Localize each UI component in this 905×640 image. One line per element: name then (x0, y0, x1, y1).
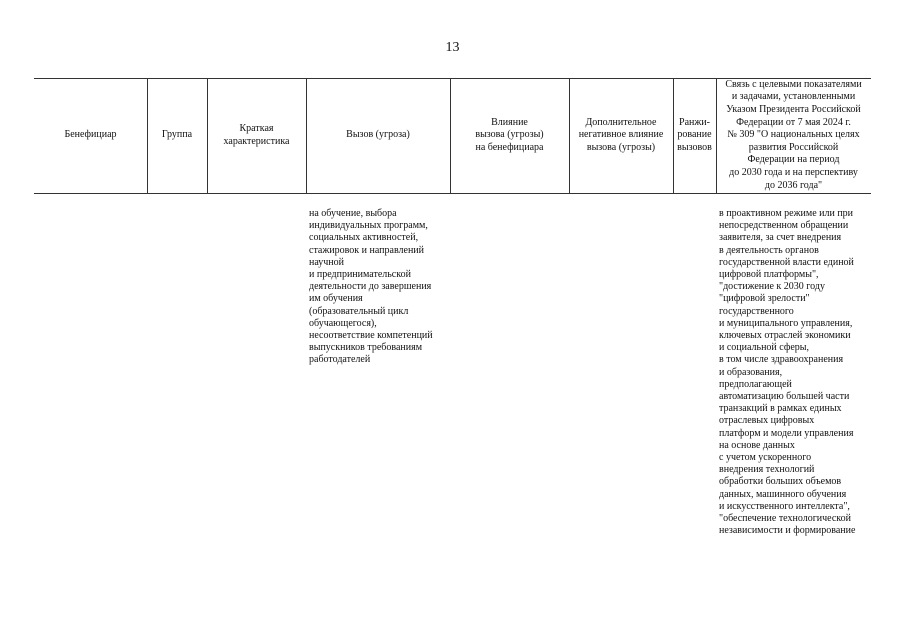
header-line: Бенефициар (64, 129, 117, 141)
challenge-text (309, 208, 449, 367)
header-line: Влияние (491, 116, 528, 128)
header-bottom-rule (34, 193, 871, 194)
header-line: Связь с целевыми показателями (725, 78, 862, 90)
text-line: транзакций в рамках единых (719, 403, 842, 415)
text-line: обработки больших объемов (719, 476, 842, 488)
text-line: отраслевых цифровых (719, 415, 815, 427)
header-line: на бенефициара (475, 141, 544, 153)
header-line: характеристика (223, 135, 290, 147)
header-line: Федерации на период (747, 154, 840, 166)
text-line: с учетом ускоренного (719, 452, 812, 464)
text-line: научной (309, 256, 345, 268)
text-line: работодателей (309, 354, 371, 366)
text-line: на основе данных (719, 439, 795, 451)
header-line: до 2030 года и на перспективу (729, 166, 858, 178)
text-line: социальных активностей, (309, 232, 419, 244)
text-line: платформ и модели управления (719, 427, 854, 439)
text-line: на обучение, выбора (309, 208, 397, 219)
header-line: Вызов (угроза) (346, 129, 410, 141)
header-line: развития Российской (748, 141, 839, 153)
link-to-targets-text (719, 208, 871, 537)
header-additional-impact (569, 78, 673, 193)
header-impact (450, 78, 569, 193)
header-group (147, 78, 207, 193)
text-line: им обучения (309, 293, 363, 305)
text-line: "цифровой зрелости" (719, 293, 810, 305)
header-challenge (306, 78, 450, 193)
text-line: (образовательный цикл (309, 305, 409, 317)
text-line: и социальной сферы, (719, 342, 809, 354)
text-line: выпускников требованиям (309, 342, 423, 354)
header-line: вызовов (677, 141, 712, 153)
text-line: и предпринимательской (309, 269, 411, 281)
header-line: Указом Президента Российской (726, 104, 861, 116)
header-ranking (673, 78, 716, 193)
text-line: автоматизацию большей части (719, 391, 850, 403)
text-line: предполагающей (719, 378, 792, 390)
header-beneficiary (34, 78, 147, 193)
text-line: цифровой платформы", (719, 269, 819, 281)
text-line: непосредственном обращении (719, 220, 849, 232)
text-line: данных, машинного обучения (719, 488, 847, 500)
text-line: в деятельность органов (719, 244, 819, 256)
text-line: стажировок и направлений (309, 244, 425, 256)
text-line: заявителя, за счет внедрения (719, 232, 842, 244)
text-line: и образования, (719, 366, 783, 378)
text-line: государственного (719, 305, 794, 317)
text-line: ключевых отраслей экономики (719, 330, 851, 342)
text-line: и искусственного интеллекта", (719, 500, 850, 512)
header-line: Федерации от 7 мая 2024 г. (736, 116, 851, 128)
text-line: обучающегося), (309, 317, 377, 329)
text-line: внедрения технологий (719, 464, 815, 476)
header-line: Дополнительное (585, 116, 657, 128)
header-line: вызова (угрозы) (475, 129, 544, 141)
header-line: рование (677, 129, 712, 141)
text-line: и муниципального управления, (719, 317, 853, 329)
header-line: Ранжи- (679, 116, 710, 128)
text-line: в проактивном режиме или при (719, 208, 854, 219)
header-line: № 309 "О национальных целях (727, 129, 860, 141)
text-line: в том числе здравоохранения (719, 354, 844, 366)
header-line: Группа (161, 129, 193, 141)
text-line: государственной власти единой (719, 256, 854, 268)
text-line: несоответствие компетенций (309, 330, 433, 342)
text-line: индивидуальных программ, (309, 220, 428, 232)
header-line: и задачами, установленными (731, 91, 856, 103)
header-line: Краткая (239, 122, 274, 134)
header-brief-description (207, 78, 306, 193)
text-line: деятельности до завершения (309, 281, 432, 293)
text-line: "обеспечение технологической (719, 513, 852, 525)
text-line: "достижение к 2030 году (719, 281, 825, 293)
page-number: 13 (445, 40, 460, 55)
header-link-to-targets (716, 78, 871, 193)
text-line: независимости и формирование (719, 525, 856, 537)
header-line: негативное влияние (578, 129, 664, 141)
header-line: вызова (угрозы) (586, 141, 656, 153)
header-line: до 2036 года" (764, 179, 823, 191)
